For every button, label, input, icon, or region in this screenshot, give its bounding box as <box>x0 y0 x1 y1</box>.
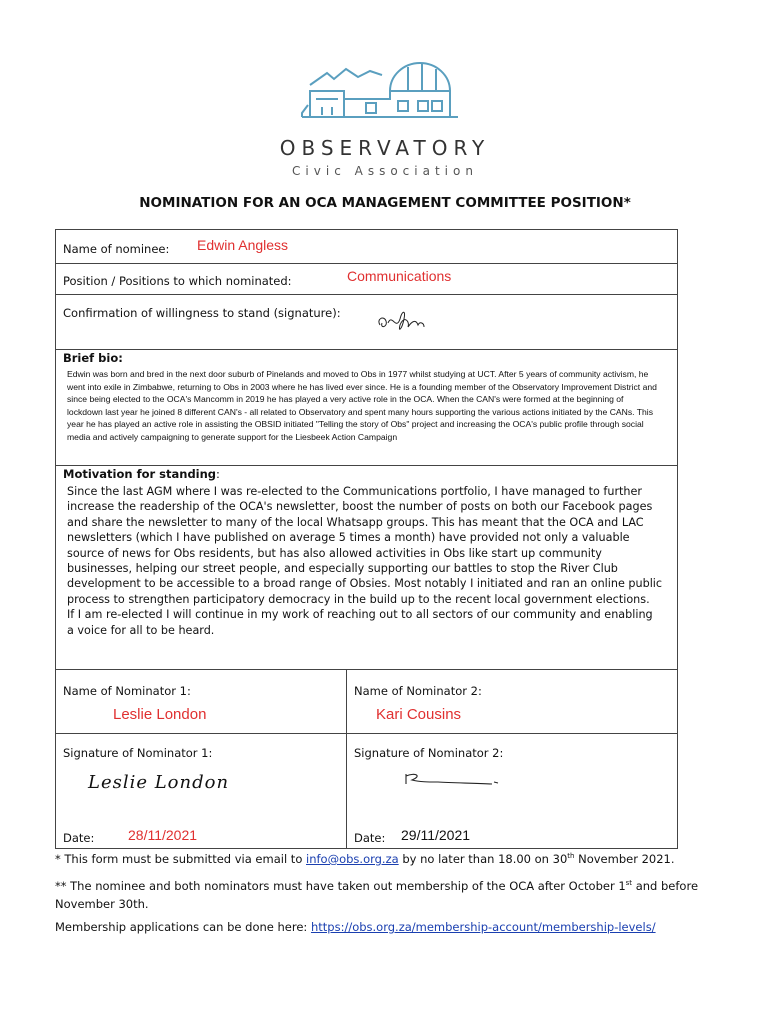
nominator2-name-label: Name of Nominator 2: <box>354 684 482 698</box>
nominator2-signature <box>402 770 502 790</box>
note-sup: th <box>567 852 575 860</box>
membership-link[interactable]: https://obs.org.za/membership-account/membership-levels/ <box>310 920 656 934</box>
membership-note <box>55 874 735 913</box>
logo-subtitle: Civic Association <box>292 164 478 178</box>
nominator1-signature: Leslie London <box>88 772 230 793</box>
membership-link-note <box>55 918 735 936</box>
bio-label: Brief bio: <box>63 351 123 365</box>
divider <box>55 263 678 264</box>
motivation-paragraph-2: If I am re-elected I will continue in my work of reaching out to all sectors of our community and enabling a voice for all to be heard. <box>67 608 653 637</box>
nominee-name-label: Name of nominee: <box>63 242 170 256</box>
bio-text: Edwin was born and bred in the next door suburb of Pinelands and moved to Obs in 1977 whilst studying at UCT. After 5 years of community activism, he went into exile in Zimbabwe, returning to Obs in 2003 where he has lived ever since. He is a founding member of the Observatory Improvement District and since being elected to the OCA's Mancomm in 2019 he has played a very active role in the OCA. When the CAN's were formed at the beginning of lockdown last year he joined 8 different CAN's - all related to Observatory and spent many hours supporting the various actions initiated by the CANs. This year he has played an active role in assisting the OBSID initiated "Telling the story of Obs" project and increasing the OCA's public profile through social media and actively campaigning to generate support for the Liesbeek Action Campaign <box>67 369 657 442</box>
motivation-label-row <box>63 467 220 481</box>
confirmation-label: Confirmation of willingness to stand (signature): <box>63 306 341 320</box>
email-link[interactable]: info@obs.org.za <box>306 851 399 866</box>
date2-value[interactable]: 29/11/2021 <box>401 827 471 843</box>
nominee-name-value[interactable]: Edwin Angless <box>197 237 289 253</box>
position-value[interactable]: Communications <box>347 268 452 284</box>
note-text: Membership applications can be done here: <box>55 920 311 934</box>
nominator2-name-value[interactable]: Kari Cousins <box>376 706 462 723</box>
note-text: November 2021. <box>574 851 675 866</box>
motivation-text <box>67 484 663 638</box>
date1-value[interactable]: 28/11/2021 <box>128 827 198 843</box>
note-sup: st <box>625 879 633 887</box>
note-text: * This form must be submitted via email to <box>55 851 307 866</box>
nominator2-signature-label: Signature of Nominator 2: <box>354 746 504 760</box>
note-text: ** The nominee and both nominators must have taken out membership of the OCA after October 1 <box>55 878 626 893</box>
nominator1-signature-label: Signature of Nominator 1: <box>63 746 213 760</box>
nominee-signature <box>374 303 430 337</box>
column-divider <box>346 669 347 849</box>
date2-label: Date: <box>354 831 386 845</box>
note-text: by no later than 18.00 on 30 <box>398 851 568 866</box>
submission-note <box>55 847 735 868</box>
motivation-colon: : <box>216 467 220 481</box>
divider <box>55 733 678 734</box>
note-text: and before November 30th. <box>55 878 699 911</box>
divider <box>55 294 678 295</box>
motivation-label: Motivation for standing <box>63 467 217 481</box>
divider <box>55 465 678 466</box>
nominator1-name-label: Name of Nominator 1: <box>63 684 191 698</box>
divider <box>55 349 678 350</box>
date1-label: Date: <box>63 831 95 845</box>
motivation-paragraph-1: Since the last AGM where I was re-elected to the Communications portfolio, I have managed to further increase the readership of the OCA's newsletter, boost the number of posts on both our Facebook pages and share the newsletter to many of the local Whatsapp groups. This has meant that the OCA and LAC newsletters (which I have published on average 5 times a month) have provided not only a valuable source of news for Obs residents, but has also allowed activities in Obs like start up community businesses, helping our street people, and especially supporting our battles to stop the River Club development to be accessible to a broad range of Obsies. Most notably I initiated and ran an online public process to strengthen participatory democracy in the build up to the recent local government elections. <box>67 485 663 606</box>
nominator1-name-value[interactable]: Leslie London <box>113 706 207 723</box>
divider <box>55 669 678 670</box>
page-title: NOMINATION FOR AN OCA MANAGEMENT COMMITTEE POSITION* <box>139 195 631 211</box>
position-label: Position / Positions to which nominated: <box>63 274 292 288</box>
logo-name: OBSERVATORY <box>279 136 491 160</box>
